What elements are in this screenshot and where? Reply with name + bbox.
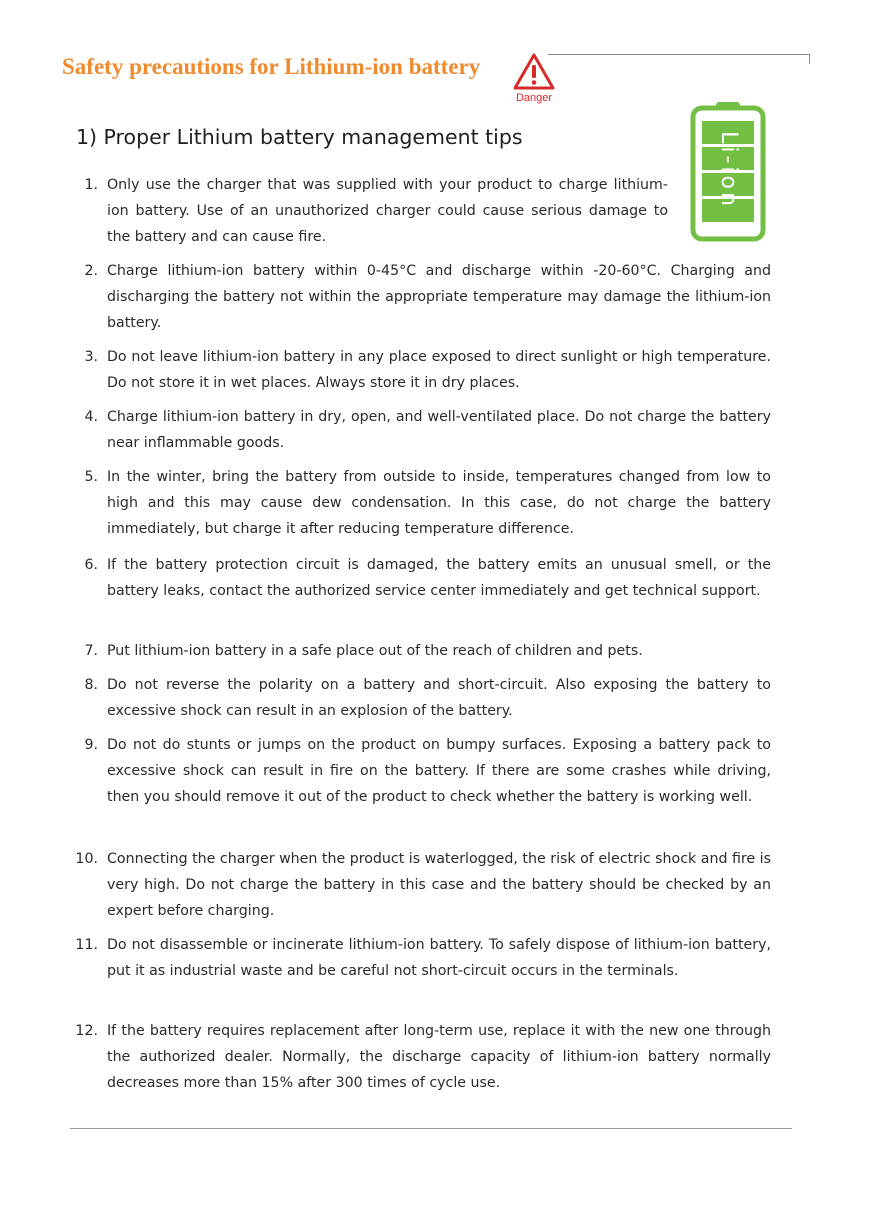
item-text: Charge lithium-ion battery in dry, open, and well-ventilated place. Do not charge the battery near inflammable goods.: [107, 409, 771, 451]
item-text: If the battery requires replacement after long-term use, replace it with the new one through the authorized dealer. Normally, the discharge capacity of lithium-ion battery normally decreases more than 15% after 300 times of cycle use.: [107, 1023, 771, 1091]
item-text: Do not disassemble or incinerate lithium-ion battery. To safely dispose of lithium-ion battery, put it as industrial waste and be careful not short-circuit occurs in the terminals.: [107, 937, 771, 979]
item-number: 6.: [84, 557, 98, 573]
footer-rule: [70, 1128, 792, 1129]
danger-label: Danger: [515, 92, 553, 104]
section-heading: 1) Proper Lithium battery management tips: [76, 125, 523, 149]
item-number: 2.: [84, 263, 98, 279]
item-text: Do not leave lithium-ion battery in any place exposed to direct sunlight or high temperature. Do not store it in wet places. Always store it in dry places.: [107, 349, 771, 391]
item-text: Connecting the charger when the product is waterlogged, the risk of electric shock and fire is very high. Do not charge the battery in this case and the battery should be checked by an expert before charging.: [107, 851, 771, 919]
battery-icon: [690, 100, 766, 242]
item-text: Only use the charger that was supplied with your product to charge lithium-ion battery. Use of an unauthorized charger could cause serious damage to the battery and can cause fire.: [107, 177, 668, 245]
page-title: Safety precautions for Lithium-ion battery: [62, 54, 481, 79]
item-text: Do not do stunts or jumps on the product on bumpy surfaces. Exposing a battery pack to excessive shock can result in fire on the battery. If there are some crashes while driving, then you should remove it out of the product to check whether the battery is working well.: [107, 737, 771, 805]
item-number: 11.: [75, 937, 98, 953]
battery-label: Li-ion: [716, 131, 741, 209]
item-text: Charge lithium-ion battery within 0-45°C and discharge within -20-60°C. Charging and discharging the battery not within the appropriate temperature may damage the lithium-ion battery.: [107, 263, 771, 331]
item-number: 12.: [75, 1023, 98, 1039]
item-text: Do not reverse the polarity on a battery and short-circuit. Also exposing the battery to excessive shock can result in an explosion of the battery.: [107, 677, 771, 719]
item-number: 4.: [84, 409, 98, 425]
header-rule: [548, 54, 810, 64]
item-number: 8.: [84, 677, 98, 693]
item-number: 10.: [75, 851, 98, 867]
item-number: 7.: [84, 643, 98, 659]
item-text: If the battery protection circuit is damaged, the battery emits an unusual smell, or the battery leaks, contact the authorized service center immediately and get technical support.: [107, 557, 771, 599]
item-number: 1.: [84, 177, 98, 193]
item-text: In the winter, bring the battery from outside to inside, temperatures changed from low to high and this may cause dew condensation. In this case, do not charge the battery immediately, but charge it after reducing temperature difference.: [107, 469, 771, 537]
item-number: 5.: [84, 469, 98, 485]
item-number: 9.: [84, 737, 98, 753]
item-text: Put lithium-ion battery in a safe place out of the reach of children and pets.: [107, 643, 643, 659]
item-number: 3.: [84, 349, 98, 365]
